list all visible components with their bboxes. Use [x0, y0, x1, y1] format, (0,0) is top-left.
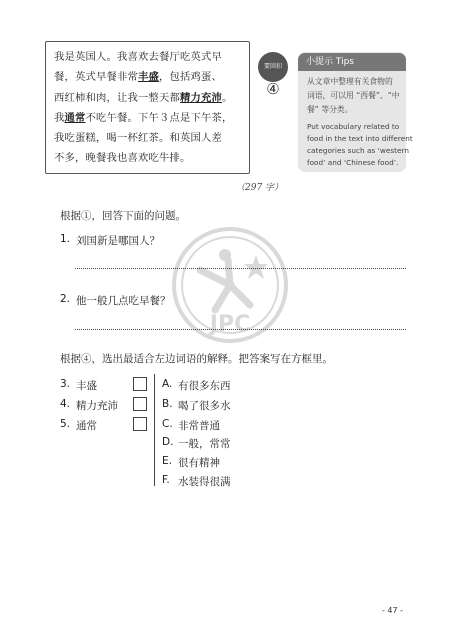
match-number: 3.	[60, 378, 71, 390]
option-letter: C.	[162, 418, 173, 430]
passage-line-6: 不多，晚餐我也喜欢吃牛排。	[54, 152, 191, 164]
watermark-text: JPC	[209, 312, 251, 337]
passage-line-1: 我是英国人。我喜欢去餐厅吃英式早	[54, 51, 222, 63]
question-text: 刘国新是哪国人？	[76, 235, 160, 247]
tips-en-line: Put vocabulary related to	[307, 122, 400, 131]
option-text: 水装得很满	[178, 476, 231, 488]
highlight-word-fengsheng: 丰盛	[137, 71, 159, 83]
options-divider	[154, 374, 155, 486]
tips-en-line: categories such as ‘western	[307, 146, 409, 155]
answer-box-4[interactable]	[133, 397, 147, 411]
highlight-word-jinglichongpei: 精力充沛	[179, 92, 222, 104]
passage-line-2: 餐，英式早餐非常丰盛，包括鸡蛋、	[54, 71, 222, 83]
match-number: 4.	[60, 398, 71, 410]
option-letter: E.	[162, 455, 172, 467]
passage-line-3: 西红柿和肉，让我一整天都精力充沛。	[54, 92, 233, 104]
match-number: 5.	[60, 418, 71, 430]
question-text: 他一般几点吃早餐？	[76, 295, 171, 307]
tips-zh-line: 餐” 等分类。	[307, 105, 353, 114]
option-text: 很有精神	[178, 457, 220, 469]
paragraph-number: ④	[266, 80, 280, 98]
answer-line-1[interactable]	[75, 268, 406, 269]
tips-en-line: food’ and ‘Chinese food’.	[307, 158, 399, 167]
match-word: 丰盛	[76, 380, 97, 392]
section2-instruction: 根据④，选出最适合左边词语的解释。把答案写在方框里。	[60, 353, 333, 365]
badge-label: 要回扣	[263, 63, 282, 70]
page-number: - 47 -	[381, 606, 403, 615]
tips-zh-line: 从文章中整理有关食物的	[307, 77, 393, 86]
highlight-word-tongchang: 通常	[64, 112, 86, 124]
option-text: 一般，常常	[178, 438, 231, 450]
question-number: 2.	[60, 293, 71, 305]
option-text: 有很多东西	[178, 380, 231, 392]
section1-instruction: 根据①，回答下面的问题。	[60, 210, 186, 222]
option-text: 喝了很多水	[178, 400, 231, 412]
match-word: 通常	[76, 420, 97, 432]
option-letter: D.	[162, 436, 174, 448]
passage-box	[45, 41, 250, 174]
answer-line-2[interactable]	[75, 329, 406, 330]
tips-title: 小提示 Tips	[298, 53, 406, 71]
option-text: 非常普通	[178, 420, 220, 432]
tips-en-line: food in the text into different	[307, 134, 413, 143]
jpc-logo-watermark-icon	[170, 225, 290, 345]
question-number: 1.	[60, 233, 71, 245]
match-word: 精力充沛	[76, 400, 118, 412]
tips-zh-line: 词语，可以用 “西餐”、“中	[307, 91, 400, 100]
word-count: （297 字）	[236, 183, 284, 193]
passage-line-4: 我通常不吃午餐。下午３点是下午茶，	[54, 112, 233, 124]
option-letter: A.	[162, 378, 173, 390]
option-letter: B.	[162, 398, 173, 410]
passage-line-5: 我吃蛋糕，喝一杯红茶。和英国人差	[54, 132, 222, 144]
answer-box-5[interactable]	[133, 417, 147, 431]
answer-box-3[interactable]	[133, 377, 147, 391]
option-letter: F.	[162, 474, 170, 486]
